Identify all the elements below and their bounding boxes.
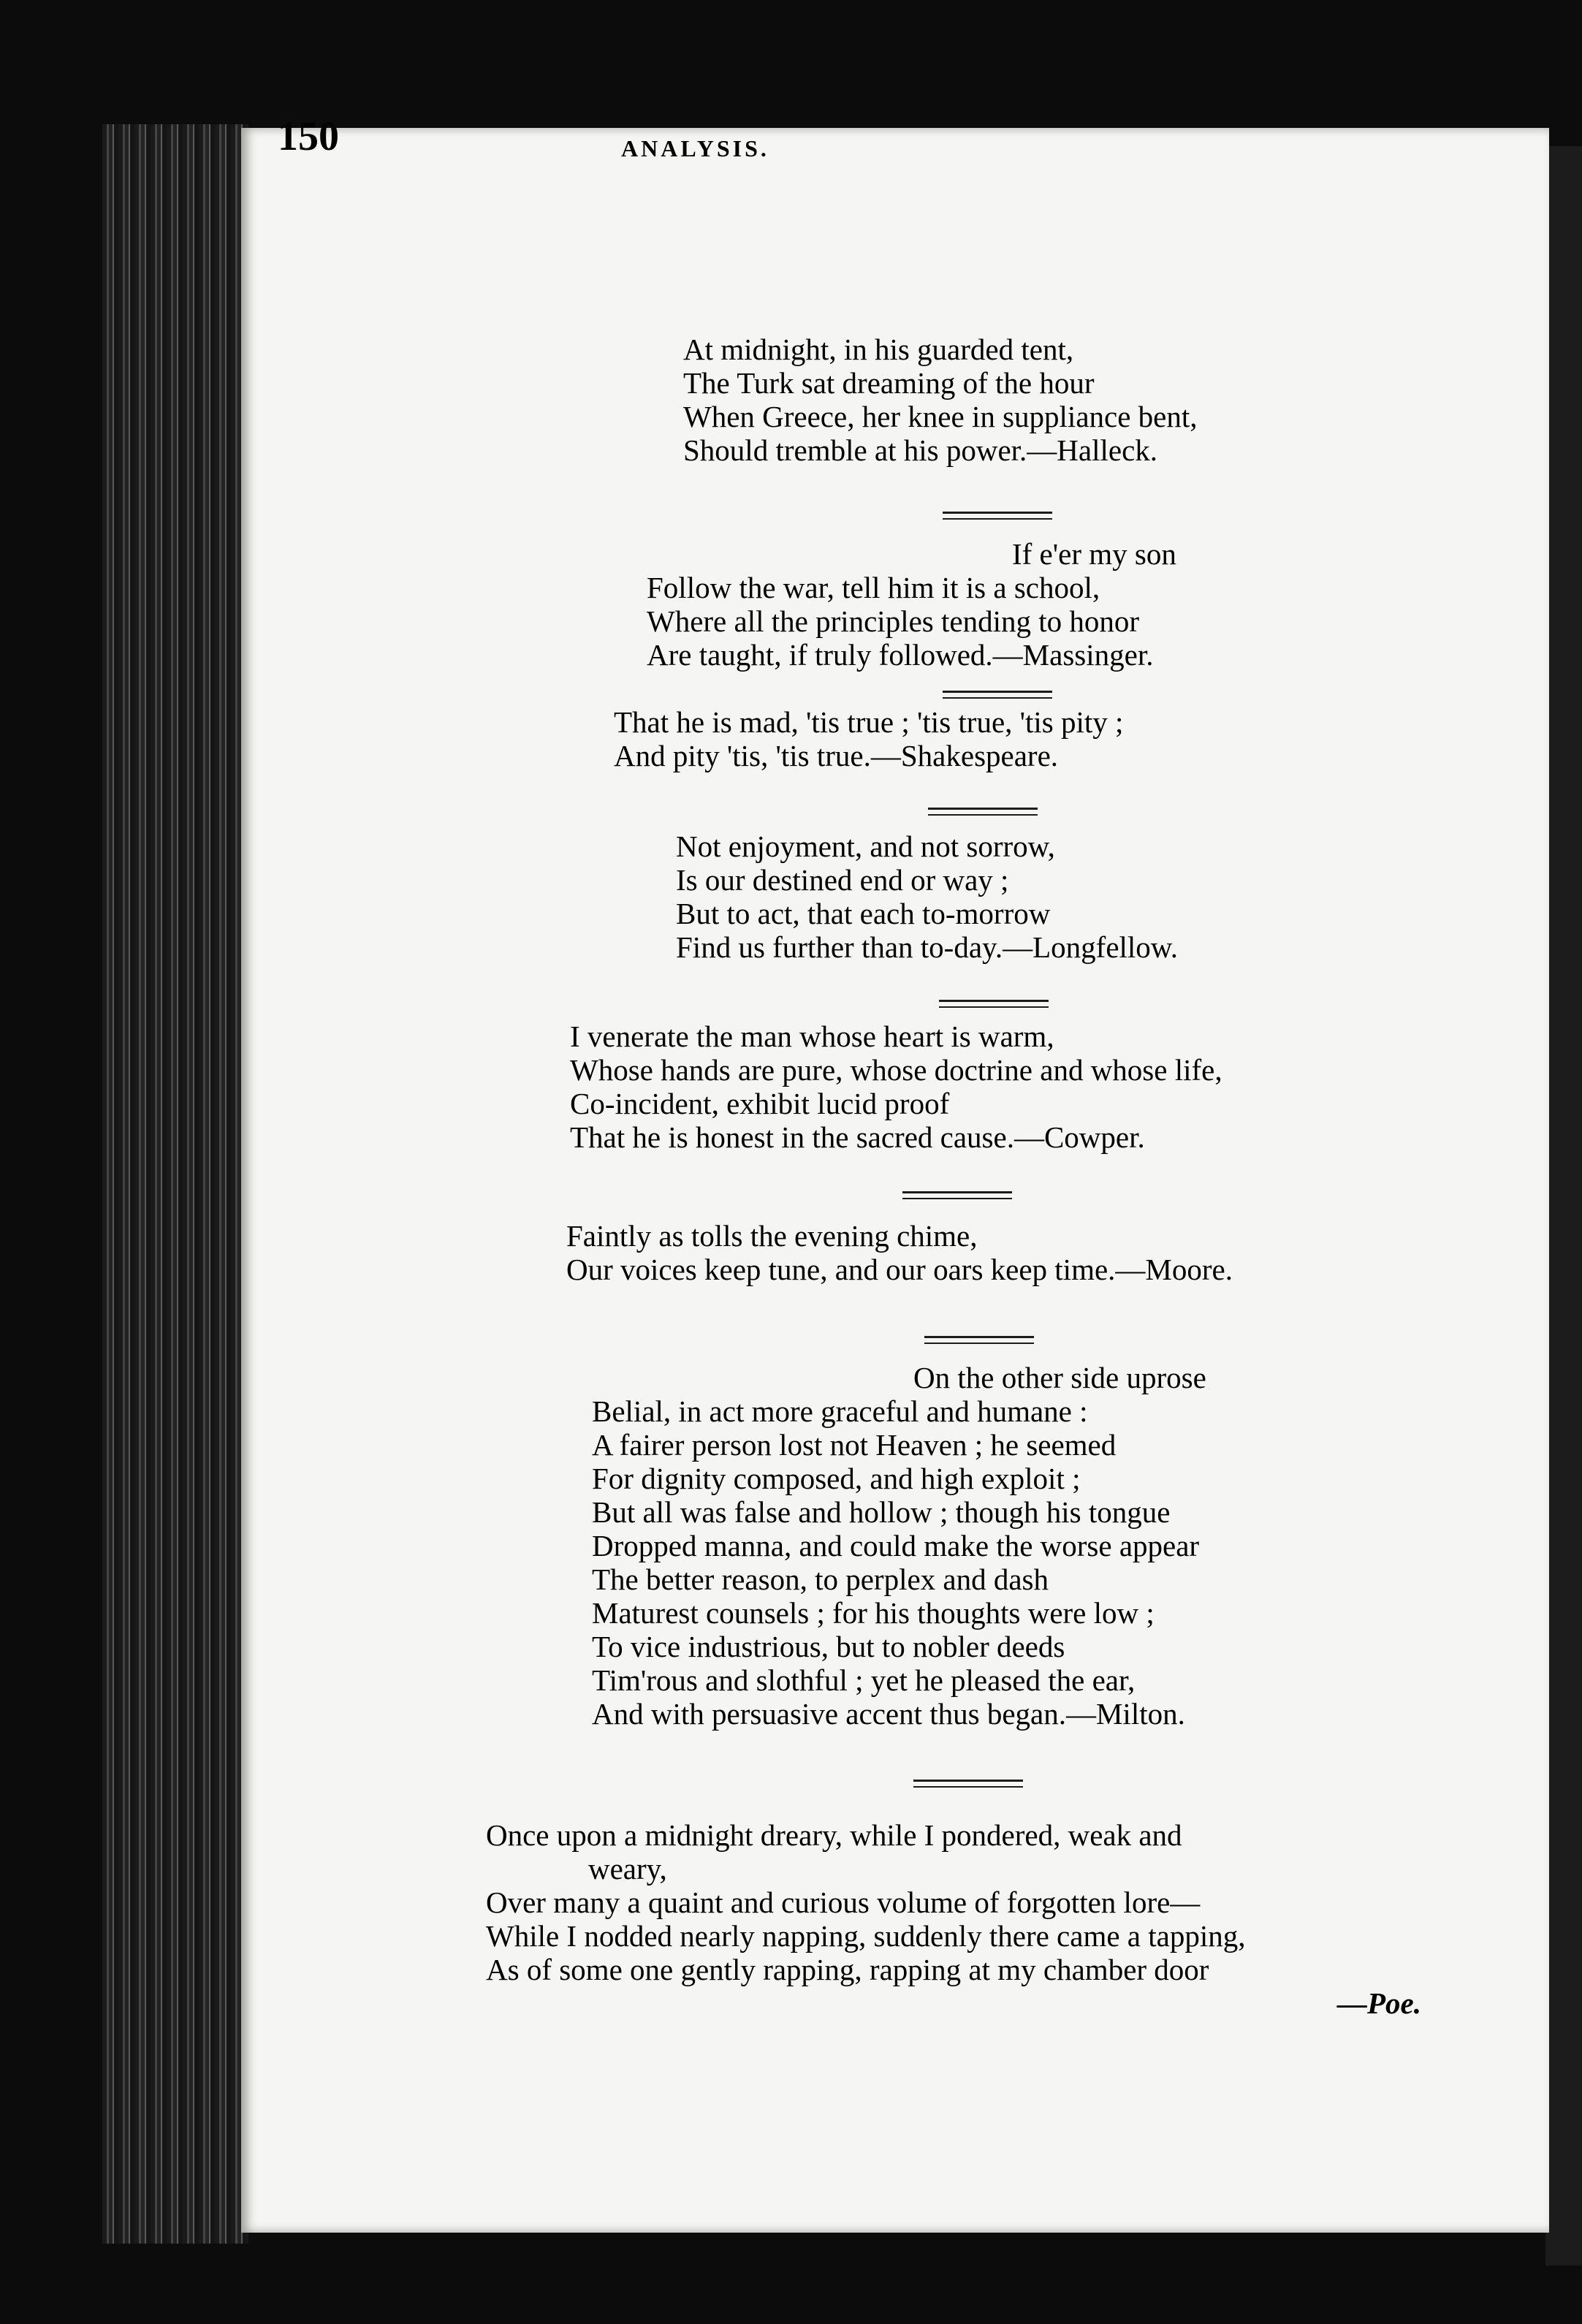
- verse-line: I venerate the man whose heart is warm,: [570, 1019, 1054, 1053]
- section-rule: [939, 1000, 1049, 1002]
- stanza-massinger: [647, 537, 1176, 672]
- verse-line: Not enjoyment, and not sorrow,: [676, 829, 1055, 863]
- verse-line: That he is honest in the sacred cause.—Cowper.: [570, 1120, 1145, 1154]
- verse-line: At midnight, in his guarded tent,: [683, 333, 1074, 366]
- verse-line: When Greece, her knee in suppliance bent,: [683, 400, 1198, 433]
- verse-line: Co-incident, exhibit lucid proof: [570, 1087, 950, 1120]
- verse-line: Dropped manna, and could make the worse appear: [592, 1529, 1200, 1562]
- verse-line: Should tremble at his power.—Halleck.: [683, 433, 1158, 467]
- verse-line: A fairer person lost not Heaven ; he seemed: [592, 1428, 1117, 1462]
- verse-line: Once upon a midnight dreary, while I pondered, weak and: [486, 1818, 1182, 1852]
- verse-line: Are taught, if truly followed.—Massinger.: [647, 638, 1154, 672]
- verse-line: Is our destined end or way ;: [676, 863, 1009, 897]
- verse-line: Over many a quaint and curious volume of forgotten lore—: [486, 1886, 1201, 1919]
- stanza-moore: [566, 1219, 1233, 1286]
- verse-line: And pity 'tis, 'tis true.—Shakespeare.: [614, 739, 1059, 772]
- verse-line: Belial, in act more graceful and humane :: [592, 1394, 1088, 1428]
- verse-line: The Turk sat dreaming of the hour: [683, 366, 1095, 400]
- verse-line: Our voices keep tune, and our oars keep time.—Moore.: [566, 1253, 1233, 1286]
- stanza-halleck: [683, 333, 1198, 467]
- verse-line: Where all the principles tending to honor: [647, 604, 1140, 638]
- verse-line: But to act, that each to-morrow: [676, 897, 1051, 930]
- stanza-milton: [592, 1361, 1206, 1731]
- verse-line: Find us further than to-day.—Longfellow.: [676, 930, 1178, 964]
- section-rule: [924, 1336, 1034, 1338]
- section-rule: [943, 691, 1052, 693]
- verse-line: While I nodded nearly napping, suddenly there came a tapping,: [486, 1919, 1246, 1953]
- facing-page-edge: [1545, 146, 1582, 2266]
- verse-line: weary,: [588, 1852, 667, 1886]
- verse-line: As of some one gently rapping, rapping at my chamber door: [486, 1953, 1209, 1986]
- verse-line: If e'er my son: [1012, 537, 1176, 571]
- verse-line: The better reason, to perplex and dash: [592, 1562, 1049, 1596]
- verse-line: That he is mad, 'tis true ; 'tis true, 'tis pity ;: [614, 705, 1124, 739]
- section-rule: [913, 1780, 1023, 1782]
- stanza-poe: [486, 1818, 1421, 2020]
- verse-line: Follow the war, tell him it is a school,: [647, 571, 1100, 604]
- verse-line: Tim'rous and slothful ; yet he pleased the ear,: [592, 1663, 1136, 1697]
- section-rule: [902, 1191, 1012, 1193]
- stanza-cowper: [570, 1019, 1222, 1154]
- verse-line: And with persuasive accent thus began.—Milton.: [592, 1697, 1185, 1731]
- verse-line: Maturest counsels ; for his thoughts were low ;: [592, 1596, 1155, 1630]
- section-rule: [943, 512, 1052, 514]
- running-head: ANALYSIS.: [621, 135, 769, 162]
- attribution: —Poe.: [1337, 1986, 1421, 2020]
- verse-line: Whose hands are pure, whose doctrine and whose life,: [570, 1053, 1222, 1087]
- verse-line: On the other side uprose: [913, 1361, 1206, 1394]
- page-number: 150: [278, 114, 339, 159]
- verse-line: To vice industrious, but to nobler deeds: [592, 1630, 1065, 1663]
- verse-line: But all was false and hollow ; though his tongue: [592, 1495, 1171, 1529]
- section-rule: [928, 808, 1038, 810]
- verse-line: Faintly as tolls the evening chime,: [566, 1219, 978, 1253]
- book-spine: [102, 124, 248, 2244]
- stanza-shakespeare: [614, 705, 1123, 772]
- stanza-longfellow: [676, 829, 1178, 964]
- verse-line: For dignity composed, and high exploit ;: [592, 1462, 1081, 1495]
